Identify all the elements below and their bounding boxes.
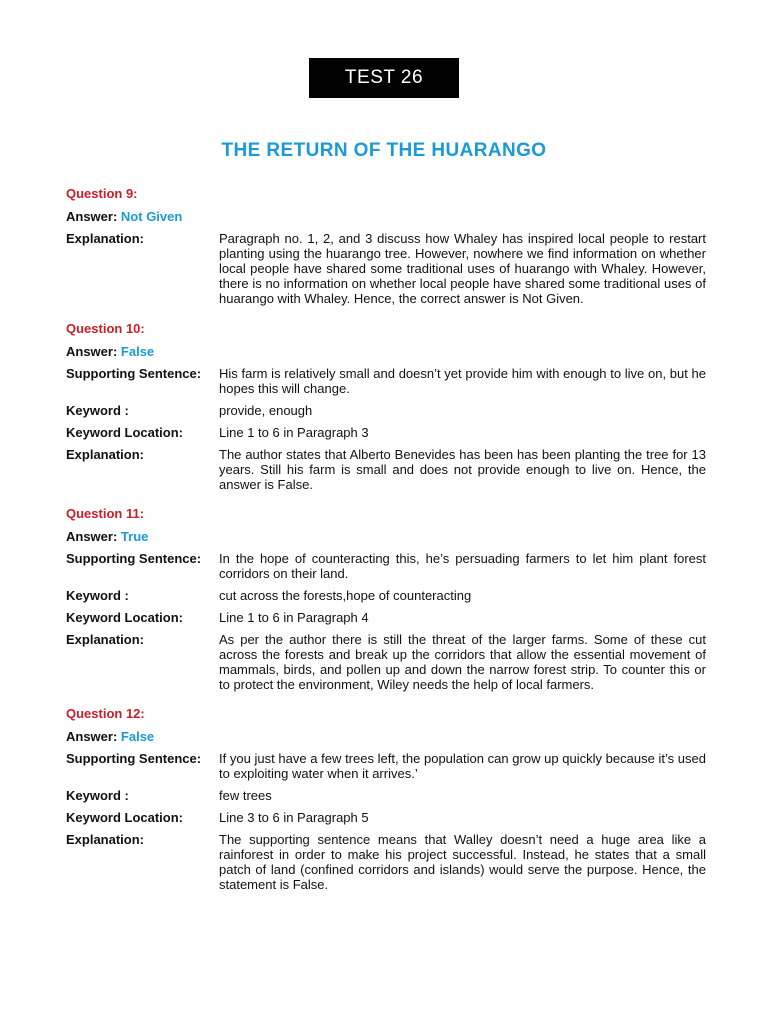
keyword-location-label: Keyword Location: xyxy=(66,610,184,625)
keyword-row xyxy=(66,588,706,603)
answer-value: True xyxy=(120,529,149,544)
supporting-sentence-row xyxy=(66,551,706,581)
keyword-location-row xyxy=(66,810,706,825)
keyword-location-text: Line 3 to 6 in Paragraph 5 xyxy=(219,810,369,825)
answer-label: Answer: xyxy=(66,209,118,224)
supporting-sentence-label: Supporting Sentence: xyxy=(66,751,202,766)
answer-key xyxy=(66,186,706,906)
keyword-location-text: Line 1 to 6 in Paragraph 3 xyxy=(219,425,369,440)
answer-value: Not Given xyxy=(120,209,183,224)
question-block xyxy=(66,506,706,692)
answer-line xyxy=(66,344,706,359)
keyword-text: cut across the forests,hope of counteracting xyxy=(219,588,472,603)
explanation-row xyxy=(66,447,706,492)
explanation-text: The supporting sentence means that Walley doesn’t need a huge area like a rainforest in order to make his project successful. Instead, he states that a small patch of land (confined corridors and islands) would serve the purpose. Hence, the statement is False. xyxy=(219,832,706,892)
supporting-sentence-label: Supporting Sentence: xyxy=(66,366,202,381)
supporting-sentence-label: Supporting Sentence: xyxy=(66,551,202,566)
keyword-text: provide, enough xyxy=(219,403,313,418)
keyword-location-text: Line 1 to 6 in Paragraph 4 xyxy=(219,610,369,625)
keyword-label: Keyword : xyxy=(66,788,129,803)
explanation-text: Paragraph no. 1, 2, and 3 discuss how Whaley has inspired local people to restart planting using the huarango tree. However, nowhere we find information on whether local people have shared some traditional uses of huarango with Whaley. However, there is no information on whether local people have shared some traditional uses of huarango with Whaley. Hence, the correct answer is Not Given. xyxy=(219,231,706,306)
explanation-label: Explanation: xyxy=(66,447,145,462)
supporting-sentence-row xyxy=(66,366,706,396)
supporting-sentence-text: In the hope of counteracting this, he’s persuading farmers to let him plant forest corridors on their land. xyxy=(219,551,706,581)
explanation-text: As per the author there is still the threat of the larger farms. Some of these cut across the forests and break up the corridors that allow the essential movement of mammals, birds, and pollen up and down the narrow forest strip. To counter this or to protect the environment, Wiley needs the help of local farmers. xyxy=(219,632,706,692)
page-title: THE RETURN OF THE HUARANGO xyxy=(221,140,547,161)
keyword-text: few trees xyxy=(219,788,272,803)
keyword-label: Keyword : xyxy=(66,588,129,603)
question-block xyxy=(66,186,706,306)
keyword-location-label: Keyword Location: xyxy=(66,810,184,825)
supporting-sentence-row xyxy=(66,751,706,781)
keyword-label: Keyword : xyxy=(66,403,129,418)
keyword-row xyxy=(66,788,706,803)
answer-line xyxy=(66,729,706,744)
test-number-label: TEST 26 xyxy=(344,67,424,88)
question-block xyxy=(66,706,706,892)
answer-value: False xyxy=(120,344,155,359)
question-heading: Question 11: xyxy=(66,506,145,521)
keyword-row xyxy=(66,403,706,418)
explanation-row xyxy=(66,832,706,892)
question-heading: Question 9: xyxy=(66,186,138,201)
answer-label: Answer: xyxy=(66,729,118,744)
explanation-row xyxy=(66,632,706,692)
supporting-sentence-text: His farm is relatively small and doesn’t yet provide him with enough to live on, but he hopes this will change. xyxy=(219,366,706,396)
answer-value: False xyxy=(120,729,155,744)
explanation-row xyxy=(66,231,706,306)
answer-label: Answer: xyxy=(66,344,118,359)
question-heading: Question 10: xyxy=(66,321,145,336)
keyword-location-row xyxy=(66,610,706,625)
keyword-location-row xyxy=(66,425,706,440)
test-number-badge xyxy=(309,58,459,98)
explanation-label: Explanation: xyxy=(66,632,145,647)
keyword-location-label: Keyword Location: xyxy=(66,425,184,440)
answer-line xyxy=(66,529,706,544)
answer-line xyxy=(66,209,706,224)
explanation-text: The author states that Alberto Benevides has been has been planting the tree for 13 years. Still his farm is small and does not provide enough to live on. Hence, the answer is False. xyxy=(219,447,706,492)
question-heading: Question 12: xyxy=(66,706,145,721)
explanation-label: Explanation: xyxy=(66,231,145,246)
answer-label: Answer: xyxy=(66,529,118,544)
explanation-label: Explanation: xyxy=(66,832,145,847)
supporting-sentence-text: If you just have a few trees left, the population can grow up quickly because it’s used to exploiting water when it arrives.’ xyxy=(219,751,706,781)
question-block xyxy=(66,321,706,492)
